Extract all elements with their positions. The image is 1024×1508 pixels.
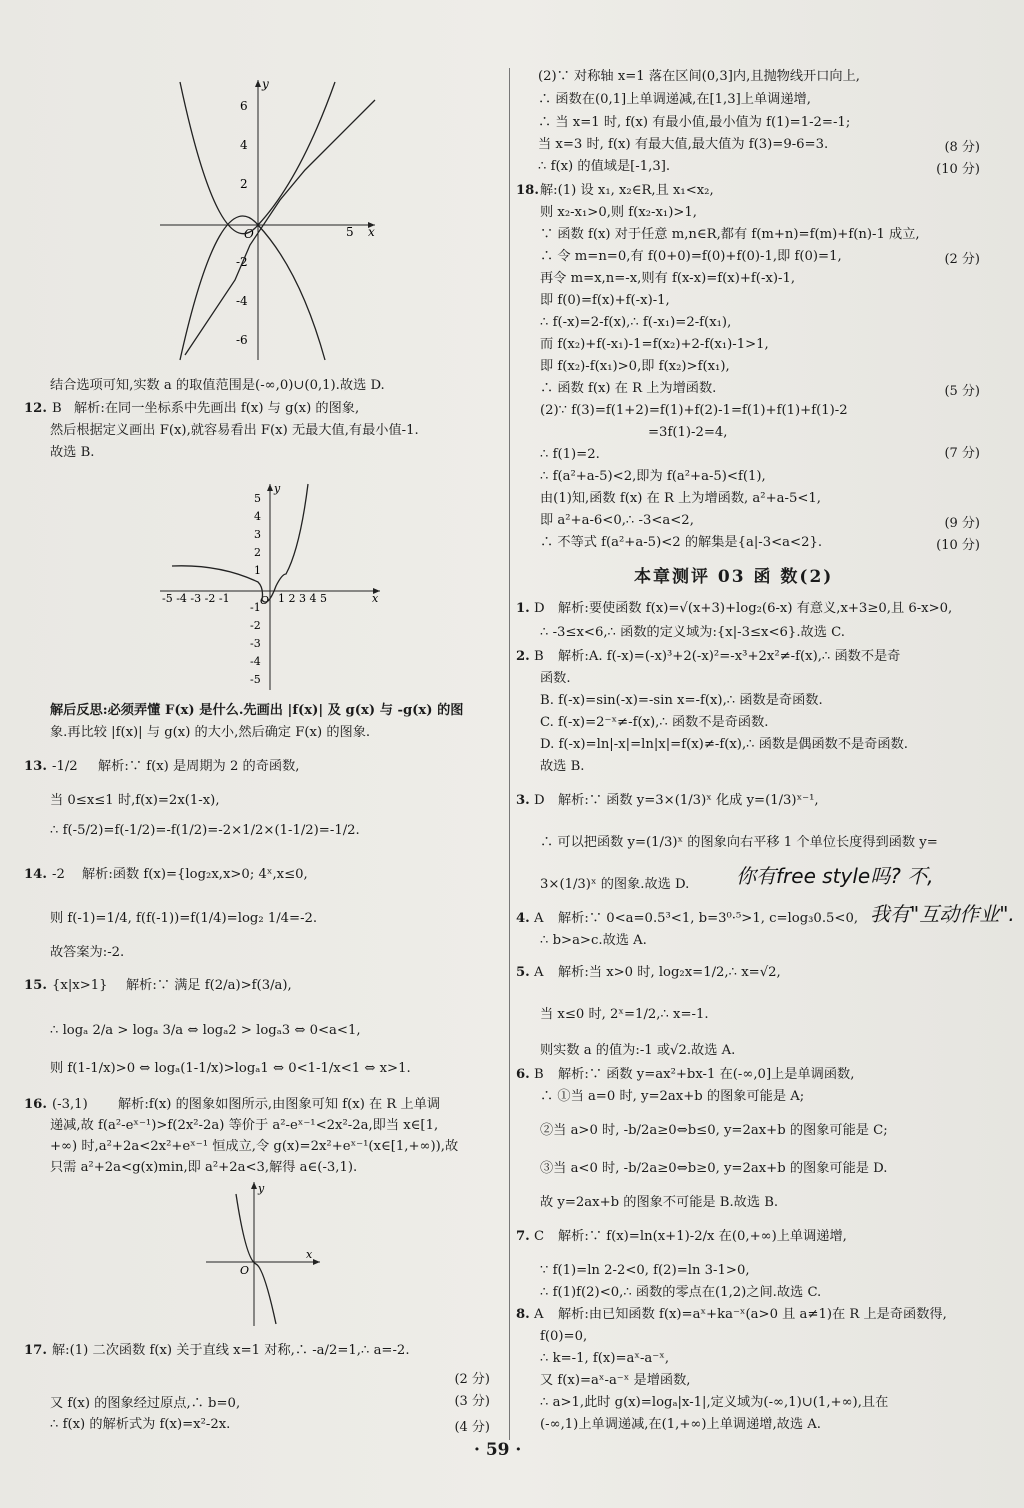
t4-line-2: ∴ b>a>c.故选 A.: [540, 933, 647, 948]
t3-answer: D: [534, 793, 545, 808]
t1-line-1: 解析:要使函数 f(x)=√(x+3)+log₂(6-x) 有意义,x+3≥0,且 6-x>0,: [558, 601, 953, 616]
t2-line-2: 函数.: [540, 671, 571, 686]
q12-answer: B: [52, 401, 62, 416]
q12-line-2: 然后根据定义画出 F(x),就容易看出 F(x) 无最大值,有最小值-1.: [50, 423, 419, 438]
q18-line-11: (2)∵ f(3)=f(1+2)=f(1)+f(2)-1=f(1)+f(1)+f(1)-2: [540, 403, 848, 418]
q18-line-2: 则 x₂-x₁>0,则 f(x₂-x₁)>1,: [540, 205, 698, 220]
column-divider: [509, 68, 510, 1440]
q16-line-3: +∞) 时,a²+2a<2x²+eˣ⁻¹ 恒成立,令 g(x)=2x²+eˣ⁻¹(x∈[1,+∞)),故: [50, 1139, 459, 1154]
q14-line-3: 故答案为:-2.: [50, 945, 125, 960]
q13-number: 13.: [24, 759, 47, 774]
t4-answer: A: [534, 911, 544, 926]
t2-number: 2.: [516, 649, 530, 664]
q12-line-1: 解析:在同一坐标系中先画出 f(x) 与 g(x) 的图象,: [74, 401, 360, 416]
page-number: · 59 ·: [474, 1440, 522, 1460]
q15-line-3: 则 f(1-1/x)>0 ⇔ logₐ(1-1/x)>logₐ1 ⇔ 0<1-1/x<1 ⇔ x>1.: [50, 1061, 411, 1076]
q17-part2-line-2: ∴ 函数在(0,1]上单调递减,在[1,3]上单调递增,: [538, 92, 811, 107]
graph-3: [200, 1178, 330, 1330]
t5-answer: A: [534, 965, 544, 980]
q16-answer: (-3,1): [52, 1097, 88, 1112]
t2-line-6: 故选 B.: [540, 759, 585, 774]
q15-line-1: 解析:∵ 满足 f(2/a)>f(3/a),: [126, 978, 292, 993]
q14-line-2: 则 f(-1)=1/4, f(f(-1))=f(1/4)=log₂ 1/4=-2.: [50, 911, 318, 926]
t4-line-1: 解析:∵ 0<a=0.5³<1, b=3⁰·⁵>1, c=log₃0.5<0,: [558, 911, 859, 926]
q16-line-1: 解析:f(x) 的图象如图所示,由图象可知 f(x) 在 R 上单调: [118, 1097, 441, 1112]
reflection-line-1: 解后反思:必须弄懂 F(x) 是什么.先画出 |f(x)| 及 g(x) 与 -g(x) 的图: [50, 703, 464, 718]
t8-number: 8.: [516, 1307, 530, 1322]
tick: 5: [346, 225, 354, 239]
t8-answer: A: [534, 1307, 544, 1322]
q14-answer: -2: [52, 867, 65, 882]
q17-score-5: (10 分): [936, 162, 980, 177]
q18-line-16: 即 a²+a-6<0,∴ -3<a<2,: [540, 513, 694, 528]
q17-score-3: (4 分): [454, 1420, 490, 1435]
q17-part2-line-5: ∴ f(x) 的值域是[-1,3].: [538, 159, 671, 174]
graph-2: [150, 478, 390, 696]
t3-line-1: 解析:∵ 函数 y=3×(1/3)ˣ 化成 y=(1/3)ˣ⁻¹,: [558, 793, 819, 808]
t6-answer: B: [534, 1067, 544, 1082]
q13-answer: -1/2: [52, 759, 78, 774]
graph-2-x-label: x: [372, 592, 379, 605]
tick: 6: [240, 99, 248, 113]
handwritten-note-2: 我有"互动作业".: [870, 902, 1015, 926]
q18-line-15: 由(1)知,函数 f(x) 在 R 上为增函数, a²+a-5<1,: [540, 491, 821, 506]
q15-answer: {x|x>1}: [52, 978, 108, 993]
t6-line-3: ②当 a>0 时, -b/2a≥0⇔b≤0, y=2ax+b 的图象可能是 C;: [540, 1123, 888, 1138]
q17-number: 17.: [24, 1343, 47, 1358]
t1-number: 1.: [516, 601, 530, 616]
t4-number: 4.: [516, 911, 530, 926]
t6-number: 6.: [516, 1067, 530, 1082]
q17-score-2: (3 分): [454, 1394, 490, 1409]
t5-number: 5.: [516, 965, 530, 980]
t3-number: 3.: [516, 793, 530, 808]
t2-line-5: D. f(-x)=ln|-x|=ln|x|=f(x)≠-f(x),∴ 函数是偶函数不是奇函数.: [540, 737, 908, 752]
q18-score-13: (7 分): [944, 446, 980, 461]
q12-line-3: 故选 B.: [50, 445, 95, 460]
q18-line-3: ∵ 函数 f(x) 对于任意 m,n∈R,都有 f(m+n)=f(m)+f(n)-1 成立,: [540, 227, 920, 242]
q17-line-2: 又 f(x) 的图象经过原点,∴ b=0,: [50, 1396, 241, 1411]
q18-line-4: ∴ 令 m=n=0,有 f(0+0)=f(0)+f(0)-1,即 f(0)=1,: [540, 249, 842, 264]
q17-score-4: (8 分): [944, 140, 980, 155]
t2-line-4: C. f(-x)=2⁻ˣ≠-f(x),∴ 函数不是奇函数.: [540, 715, 769, 730]
q18-line-5: 再令 m=x,n=-x,则有 f(x-x)=f(x)+f(-x)-1,: [540, 271, 796, 286]
q16-number: 16.: [24, 1097, 47, 1112]
t6-line-5: 故 y=2ax+b 的图象不可能是 B.故选 B.: [540, 1195, 779, 1210]
q18-score-4: (2 分): [944, 252, 980, 267]
graph-2-origin: O: [260, 594, 270, 607]
t5-line-3: 则实数 a 的值为:-1 或√2.故选 A.: [540, 1043, 736, 1058]
graph-1-y-label: y: [262, 77, 269, 91]
tick: -4: [250, 655, 261, 668]
q15-line-2: ∴ logₐ 2/a > logₐ 3/a ⇔ logₐ2 > logₐ3 ⇔ 0<a<1,: [50, 1023, 361, 1038]
q18-number: 18.: [516, 183, 539, 198]
t6-line-4: ③当 a<0 时, -b/2a≥0⇔b≥0, y=2ax+b 的图象可能是 D.: [540, 1161, 888, 1176]
t8-line-1: 解析:由已知函数 f(x)=aˣ+ka⁻ˣ(a>0 且 a≠1)在 R 上是奇函数得,: [558, 1307, 947, 1322]
t2-answer: B: [534, 649, 544, 664]
q17-part2-line-3: ∴ 当 x=1 时, f(x) 有最小值,最小值为 f(1)=1-2=-1;: [538, 115, 851, 130]
q18-line-14: ∴ f(a²+a-5)<2,即为 f(a²+a-5)<f(1),: [540, 469, 766, 484]
t5-line-2: 当 x≤0 时, 2ˣ=1/2,∴ x=-1.: [540, 1007, 709, 1022]
q13-line-3: ∴ f(-5/2)=f(-1/2)=-f(1/2)=-2×1/2×(1-1/2)=-1/2.: [50, 823, 360, 838]
handwritten-note-1: 你有free style吗? 不,: [736, 864, 934, 888]
t8-line-2: f(0)=0,: [540, 1329, 588, 1344]
q17-score-1: (2 分): [454, 1372, 490, 1387]
q18-line-12: =3f(1)-2=4,: [648, 425, 728, 440]
graph-1-origin: O: [244, 227, 254, 241]
x-ticks-positive: 1 2 3 4 5: [278, 592, 327, 605]
chapter-test-title: 本章测评 03 函 数(2): [634, 567, 834, 587]
t7-line-1: 解析:∵ f(x)=ln(x+1)-2/x 在(0,+∞)上单调递增,: [558, 1229, 847, 1244]
q13-line-1: 解析:∵ f(x) 是周期为 2 的奇函数,: [98, 759, 300, 774]
q14-number: 14.: [24, 867, 47, 882]
q18-score-16: (9 分): [944, 516, 980, 531]
t6-line-2: ∴ ①当 a=0 时, y=2ax+b 的图象可能是 A;: [540, 1089, 805, 1104]
q13-line-2: 当 0≤x≤1 时,f(x)=2x(1-x),: [50, 793, 220, 808]
tick: -2: [236, 255, 248, 269]
graph-3-y-label: y: [258, 1182, 265, 1195]
tick: 5: [254, 492, 261, 505]
t3-line-3: 3×(1/3)ˣ 的图象.故选 D.: [540, 877, 690, 892]
q17-line-1: 解:(1) 二次函数 f(x) 关于直线 x=1 对称,∴ -a/2=1,∴ a=-2.: [52, 1343, 410, 1358]
graph-3-x-label: x: [306, 1248, 313, 1261]
tick: 3: [254, 528, 261, 541]
conclusion-line: 结合选项可知,实数 a 的取值范围是(-∞,0)∪(0,1).故选 D.: [50, 378, 385, 393]
tick: -6: [236, 333, 248, 347]
t6-line-1: 解析:∵ 函数 y=ax²+bx-1 在(-∞,0]上是单调函数,: [558, 1067, 855, 1082]
q17-part2-line-4: 当 x=3 时, f(x) 有最大值,最大值为 f(3)=9-6=3.: [538, 137, 829, 152]
tick: -4: [236, 294, 248, 308]
q16-line-4: 只需 a²+2a<g(x)min,即 a²+2a<3,解得 a∈(-3,1).: [50, 1160, 358, 1175]
graph-1-x-label: x: [368, 225, 375, 239]
q18-score-17: (10 分): [936, 538, 980, 553]
t1-answer: D: [534, 601, 545, 616]
q18-score-10: (5 分): [944, 384, 980, 399]
t3-line-2: ∴ 可以把函数 y=(1/3)ˣ 的图象向右平移 1 个单位长度得到函数 y=: [540, 835, 938, 850]
q17-part2-line-1: (2)∵ 对称轴 x=1 落在区间(0,3]内,且抛物线开口向上,: [538, 69, 860, 84]
t7-line-2: ∵ f(1)=ln 2-2<0, f(2)=ln 3-1>0,: [540, 1263, 750, 1278]
t2-line-3: B. f(-x)=sin(-x)=-sin x=-f(x),∴ 函数是奇函数.: [540, 693, 823, 708]
t8-line-3: ∴ k=-1, f(x)=aˣ-a⁻ˣ,: [540, 1351, 670, 1366]
t8-line-4: 又 f(x)=aˣ-a⁻ˣ 是增函数,: [540, 1373, 691, 1388]
graph-1: [140, 70, 400, 370]
q18-line-9: 即 f(x₂)-f(x₁)>0,即 f(x₂)>f(x₁),: [540, 359, 730, 374]
t8-line-5: ∴ a>1,此时 g(x)=logₐ|x-1|,定义域为(-∞,1)∪(1,+∞),且在: [540, 1395, 889, 1410]
t7-line-3: ∴ f(1)f(2)<0,∴ 函数的零点在(1,2)之间.故选 C.: [540, 1285, 822, 1300]
q14-line-1: 解析:函数 f(x)={log₂x,x>0; 4ˣ,x≤0,: [82, 867, 308, 882]
q16-line-2: 递减,故 f(a²-eˣ⁻¹)>f(2x²-2a) 等价于 a²-eˣ⁻¹<2x²-2a,即当 x∈[1,: [50, 1118, 439, 1133]
q17-line-3: ∴ f(x) 的解析式为 f(x)=x²-2x.: [50, 1417, 231, 1432]
tick: -5: [250, 673, 261, 686]
tick: 4: [240, 138, 248, 152]
reflection-line-2: 象.再比较 |f(x)| 与 g(x) 的大小,然后确定 F(x) 的图象.: [50, 725, 371, 740]
q18-line-1: 解:(1) 设 x₁, x₂∈R,且 x₁<x₂,: [540, 183, 714, 198]
q18-line-6: 即 f(0)=f(x)+f(-x)-1,: [540, 293, 670, 308]
t7-number: 7.: [516, 1229, 530, 1244]
q15-number: 15.: [24, 978, 47, 993]
t5-line-1: 解析:当 x>0 时, log₂x=1/2,∴ x=√2,: [558, 965, 781, 980]
tick: -2: [250, 619, 261, 632]
tick: 1: [254, 564, 261, 577]
t8-line-6: (-∞,1)上单调递减,在(1,+∞)上单调递增,故选 A.: [540, 1417, 821, 1432]
tick: -3: [250, 637, 261, 650]
tick: 2: [240, 177, 248, 191]
graph-3-origin: O: [240, 1264, 250, 1277]
q18-line-8: 而 f(x₂)+f(-x₁)-1=f(x₂)+2-f(x₁)-1>1,: [540, 337, 769, 352]
q18-line-13: ∴ f(1)=2.: [540, 447, 600, 462]
q18-line-7: ∴ f(-x)=2-f(x),∴ f(-x₁)=2-f(x₁),: [540, 315, 732, 330]
q18-line-10: ∴ 函数 f(x) 在 R 上为增函数.: [540, 381, 717, 396]
tick: 2: [254, 546, 261, 559]
tick: 4: [254, 510, 261, 523]
x-ticks-negative: -5 -4 -3 -2 -1: [162, 592, 230, 605]
tick: -1: [250, 601, 261, 614]
t1-line-2: ∴ -3≤x<6,∴ 函数的定义域为:{x|-3≤x<6}.故选 C.: [540, 625, 845, 640]
q18-line-17: ∴ 不等式 f(a²+a-5)<2 的解集是{a|-3<a<2}.: [540, 535, 823, 550]
q12-number: 12.: [24, 401, 47, 416]
t7-answer: C: [534, 1229, 545, 1244]
graph-2-y-label: y: [274, 482, 281, 495]
t2-line-1: 解析:A. f(-x)=(-x)³+2(-x)²=-x³+2x²≠-f(x),∴ 函数不是奇: [558, 649, 901, 664]
